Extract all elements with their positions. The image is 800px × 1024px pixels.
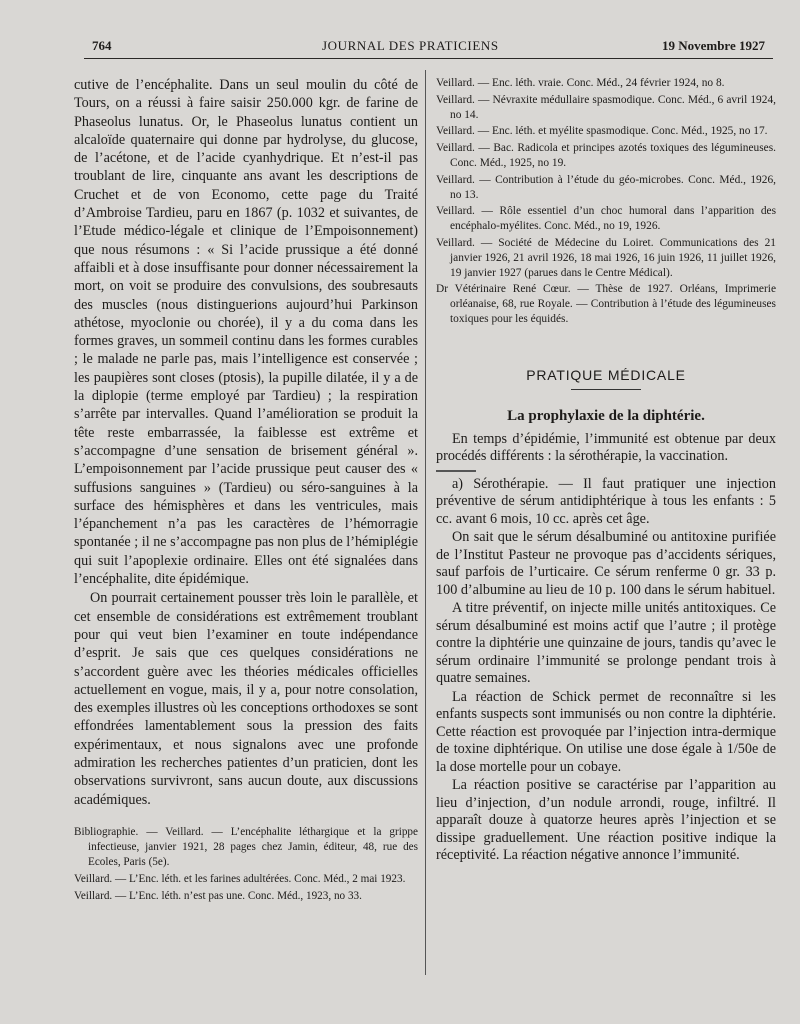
body-paragraph: En temps d’épidémie, l’immunité est obtenue par deux procédés différents : la sérothérapie, la vaccination.: [436, 430, 776, 465]
reference-entry: Veillard. — Névraxite médullaire spasmodique. Conc. Méd., 6 avril 1924, no 14.: [436, 93, 776, 121]
journal-title: JOURNAL DES PRATICIENS: [322, 38, 499, 53]
page-header: [90, 34, 765, 56]
body-paragraph: a) Sérothérapie. — Il faut pratiquer une injection préventive de sérum antidiphtérique à tous les enfants : 5 cc. avant 6 mois, 10 cc. après cet âge.: [436, 475, 776, 527]
body-paragraph: La réaction de Schick permet de reconnaître si les enfants suspects sont immunisés ou non contre la diphtérie. Cette réaction est provoquée par l’injection intra-dermique de toxine diphtérique. On utilise une dose égale à 1/50e de la dose mortelle pour un cobaye.: [436, 688, 776, 775]
column-divider: [425, 70, 426, 975]
section-title: PRATIQUE MÉDICALE: [526, 366, 686, 383]
right-column: [436, 76, 776, 866]
body-paragraph: On pourrait certainement pousser très loin le parallèle, et cet ensemble de considérations est extrêmement troublant pour qui veut bien l’examiner en toute indépendance d’esprit. Je sais que ces quelques considérations ne s’accordent guère avec les théories médicales officielles actuellement en vogue, mais, il y a, pour notre consolation, des exemples illustres où les conceptions orthodoxes se sont effondrées lamentablement sous la pression des faits expérimentaux, et nous signalons avec une profonde admiration les recherches patientes d’un praticien, dont les observations survivront, sans aucun doute, aux discussions académiques.: [74, 590, 418, 808]
header-rule: [84, 58, 773, 59]
reference-entry: Veillard. — Enc. léth. vraie. Conc. Méd., 24 février 1924, no 8.: [436, 77, 725, 89]
reference-entry: Veillard. — Bac. Radicola et principes azotés toxiques des légumineuses. Conc. Méd., 1925, no 19.: [436, 142, 776, 169]
body-paragraph: cutive de l’encéphalite. Dans un seul moulin du côté de Tours, on a réussi à faire saisir 250.000 kgr. de farine de Phaseolus lunatus. Or, le Phaseolus lunatus contient un alcaloïde quaternaire qui donne par hydrolyse, du glucose, de l’acétone, et de l’acide cyanhydrique. Et n’est-il pas troublant de lire, cinquante ans avant les descriptions de Cruchet et de von Economo, cette page du Traité d’Ambroise Tardieu, paru en 1867 (p. 1032 et suivantes, de l’Etude médico-légale et clinique de l’Empoisonnement) que nous résumons : « Si l’acide prussique a été donné affaibli et à dose insuffisante pour donner nécessairement la mort, on voit se produire des convulsions, des soubresauts des muscles (nous distinguerions aujourd’hui Parkinson athétose, myoclonie ou chorée), il y a du coma dans les formes graves, un sommeil continu dans les formes curables ; le malade ne parle pas, mais l’intelligence est conservée ; les paupières sont closes (ptosis), la pupille dilatée, il y a de la diplopie (terme employé par Tardieu) ; la respiration s’arrête par intervalles. Quand l’amélioration se produit la tête reste embarrassée, la faiblesse est extrême et s’accompagne d’une sensation de brisement général ». L’empoisonnement par l’acide prussique peut causer des « suffusions sanguines » (Tardieu) ou séro-sanguines à la surface des hémisphères et dans les ventricules, mais l’épanchement n’a pas les caractères de l’hémorragie spontanée ; il ne s’accompagne pas non plus de l’hémiplégie qui suit l’apoplexie ordinaire. Elles ont été signalées dans l’encéphalite, dite épidémique.: [74, 77, 418, 588]
bibliography-entry: Bibliographie. — Veillard. — L’encéphalite léthargique et la grippe infectieuse, janvier 1921, 28 pages chez Jamin, éditeur, 48, rue des Ecoles, Paris (5e).: [74, 825, 418, 868]
body-paragraph: On sait que le sérum désalbuminé ou antitoxine purifiée de l’Institut Pasteur ne provoque pas d’accidents sériques, sauf parfois de l’urticaire. Ce sérum renferme 0 gr. 33 p. 100 d’albumine au lieu de 10 p. 100 dans le sérum habituel.: [436, 529, 776, 598]
bibliography-entry: Veillard. — L’Enc. léth. et les farines adultérées. Conc. Méd., 2 mai 1923.: [74, 872, 406, 885]
body-paragraph: A titre préventif, on injecte mille unités antitoxiques. Ce sérum désalbuminé est moins actif que l’autre ; il protège contre la diphtérie une quinzaine de jours, tandis qu’avec le sérum ordinaire l’immunité se prolonge pendant trois à quatre semaines.: [436, 600, 776, 687]
reference-entry: Veillard. — Rôle essentiel d’un choc humoral dans l’apparition des encéphalo-myélites. Conc. Méd., no 19, 1926.: [436, 205, 776, 233]
bibliography-entry: Veillard. — L’Enc. léth. n’est pas une. Conc. Méd., 1923, no 33.: [74, 889, 362, 902]
reference-entry: Veillard. — Enc. léth. et myélite spasmodique. Conc. Méd., 1925, no 17.: [436, 125, 768, 138]
bibliography: [74, 825, 418, 904]
page-number: 764: [92, 38, 112, 53]
body-paragraph: La réaction positive se caractérise par l’apparition au lieu d’injection, d’un nodule arrondi, rouge, infiltré. Il apparaît douze à quatorze heures après l’injection et se dissipe graduellement. Une réaction positive indique la réceptivité. La réaction négative annonce l’immunité.: [436, 777, 776, 864]
article-title: La prophylaxie de la diphtérie.: [507, 407, 705, 424]
separator-rule: [436, 470, 476, 472]
reference-entry: Veillard. — Contribution à l’étude du géo-microbes. Conc. Méd., 1926, no 13.: [436, 173, 776, 201]
left-column: [74, 76, 418, 906]
reference-entry: Dr Vétérinaire René Cœur. — Thèse de 1927. Orléans, Imprimerie orléanaise, 68, rue Royale. — Contribution à l’étude des légumineuses toxiques pour les équidés.: [436, 283, 776, 325]
section-rule: [571, 389, 641, 390]
reference-entry: Veillard. — Société de Médecine du Loiret. Communications des 21 janvier 1926, 21 avril 1926, 18 mai 1926, 16 juin 1926, 11 juillet 1926, 19 janvier 1927 (parues dans le Centre Médical).: [436, 236, 776, 279]
issue-date: 19 Novembre 1927: [661, 38, 765, 53]
